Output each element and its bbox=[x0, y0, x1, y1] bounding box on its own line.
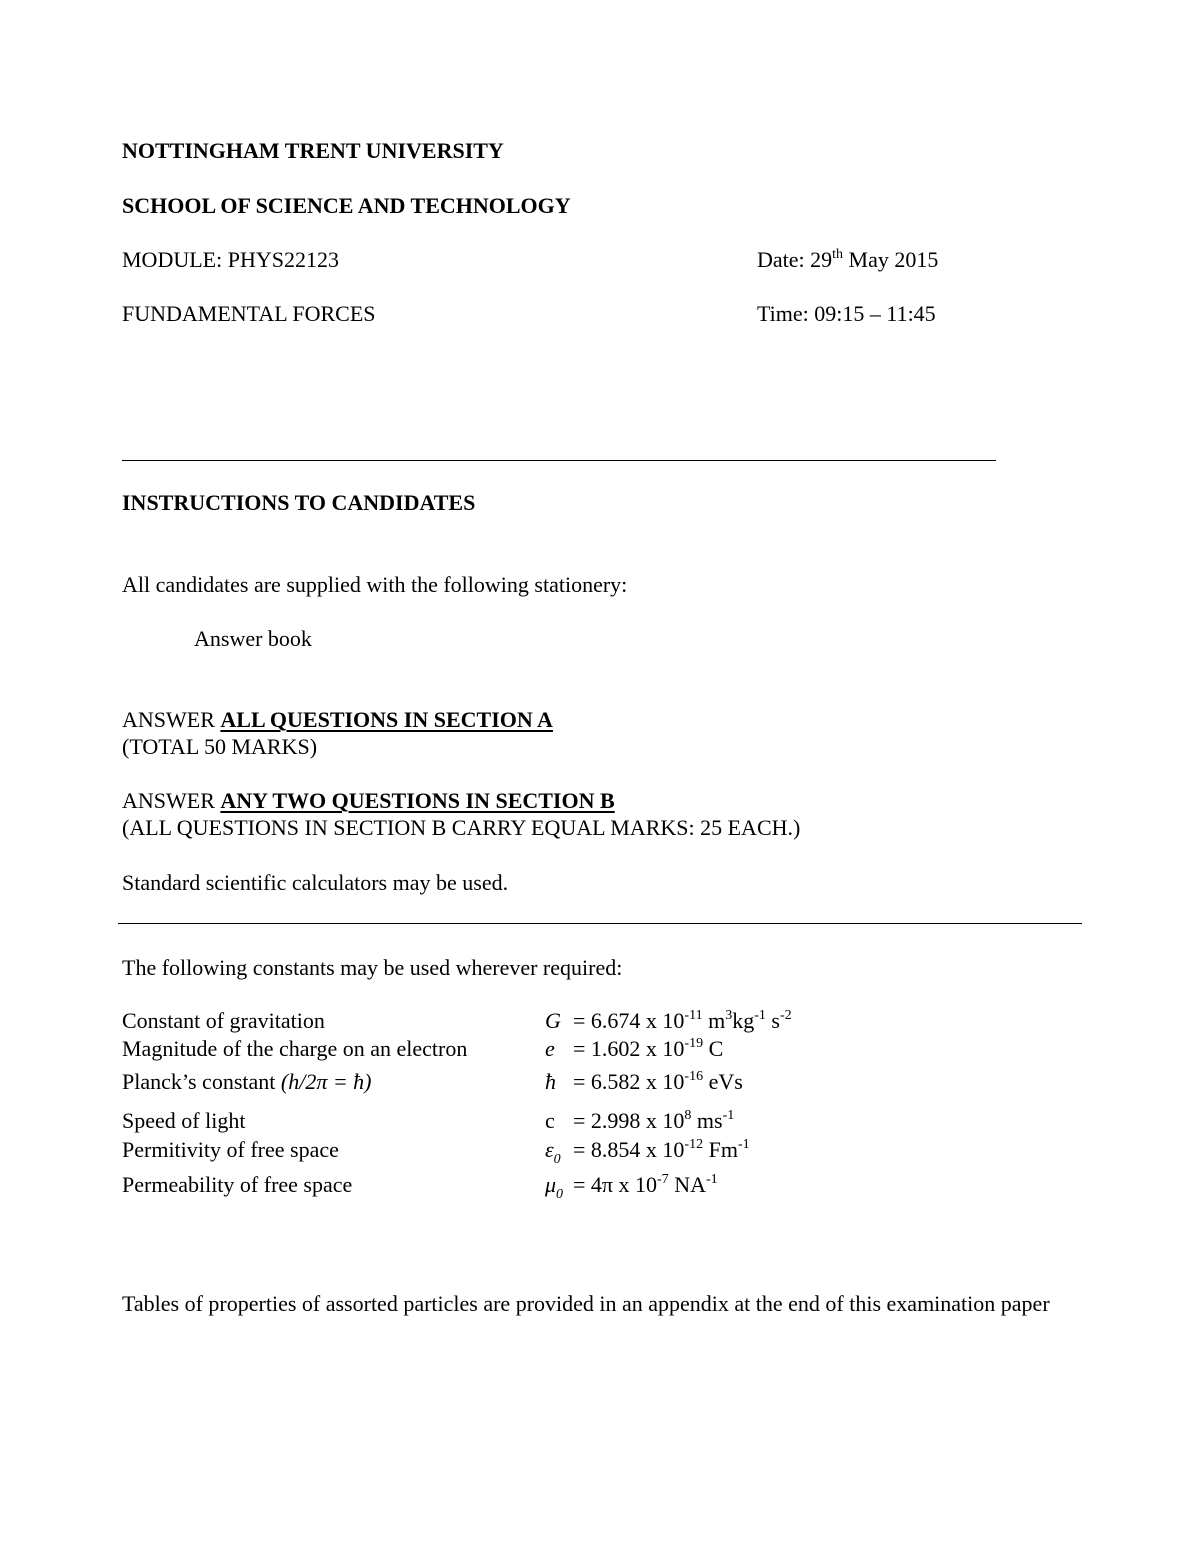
module-title: FUNDAMENTAL FORCES bbox=[122, 301, 376, 326]
module-code: MODULE: PHYS22123 bbox=[122, 247, 339, 272]
section-a-instruction: ANSWER ALL QUESTIONS IN SECTION A bbox=[122, 707, 553, 732]
constant-value-electron-charge: e = 1.602 x $10^{-19}$ C bbox=[545, 1036, 724, 1061]
instructions-heading: INSTRUCTIONS TO CANDIDATES bbox=[122, 490, 476, 515]
header-divider bbox=[122, 460, 996, 461]
constant-value-permittivity: $\varepsilon_0 = 8.854$ x $10^{-12}$ $Fm^{-1}$ bbox=[545, 1137, 750, 1167]
section-b-instruction: ANSWER ANY TWO QUESTIONS IN SECTION B bbox=[122, 788, 615, 813]
constant-name-speed-of-light: Speed of light bbox=[122, 1108, 246, 1133]
section-a-marks: (TOTAL 50 MARKS) bbox=[122, 734, 318, 759]
constant-name-electron-charge: Magnitude of the charge on an electron bbox=[122, 1036, 468, 1061]
constant-name-gravitation: Constant of gravitation bbox=[122, 1008, 325, 1033]
school-name: SCHOOL OF SCIENCE AND TECHNOLOGY bbox=[122, 193, 571, 218]
university-name: NOTTINGHAM TRENT UNIVERSITY bbox=[122, 138, 504, 163]
planck-relation: (h/2π = ħ) bbox=[280, 1069, 372, 1094]
constant-value-permeability: $\mu_0 = 4\pi$ x $10^{-7}$ $NA^{-1}$ bbox=[545, 1172, 718, 1202]
constants-divider bbox=[118, 923, 1082, 924]
constant-name-permittivity: Permitivity of free space bbox=[122, 1137, 339, 1162]
stationery-item: Answer book bbox=[194, 626, 312, 651]
constant-name-permeability: Permeability of free space bbox=[122, 1172, 353, 1197]
stationery-intro: All candidates are supplied with the following stationery: bbox=[122, 572, 628, 597]
appendix-note: Tables of properties of assorted particles are provided in an appendix at the end of this examination paper bbox=[122, 1291, 1050, 1316]
calculator-note: Standard scientific calculators may be used. bbox=[122, 870, 509, 895]
exam-date: Date: 29th May 2015 bbox=[757, 247, 939, 272]
constant-name-planck: Planck’s constant (h/2π = ħ) bbox=[122, 1069, 372, 1094]
constant-value-gravitation: G = 6.674 x $10^{-11}$ $m^3kg^{-1}$ $s^{-2}$ bbox=[545, 1008, 792, 1033]
constant-value-speed-of-light: c = 2.998 x $10^8$ $ms^{-1}$ bbox=[545, 1108, 735, 1133]
exam-time: Time: 09:15 – 11:45 bbox=[757, 301, 936, 326]
constants-intro: The following constants may be used wherever required: bbox=[122, 955, 623, 980]
constant-value-planck: ħ = 6.582 x $10^{-16}$ eVs bbox=[545, 1069, 743, 1094]
section-b-marks: (ALL QUESTIONS IN SECTION B CARRY EQUAL MARKS: 25 EACH.) bbox=[122, 815, 801, 840]
